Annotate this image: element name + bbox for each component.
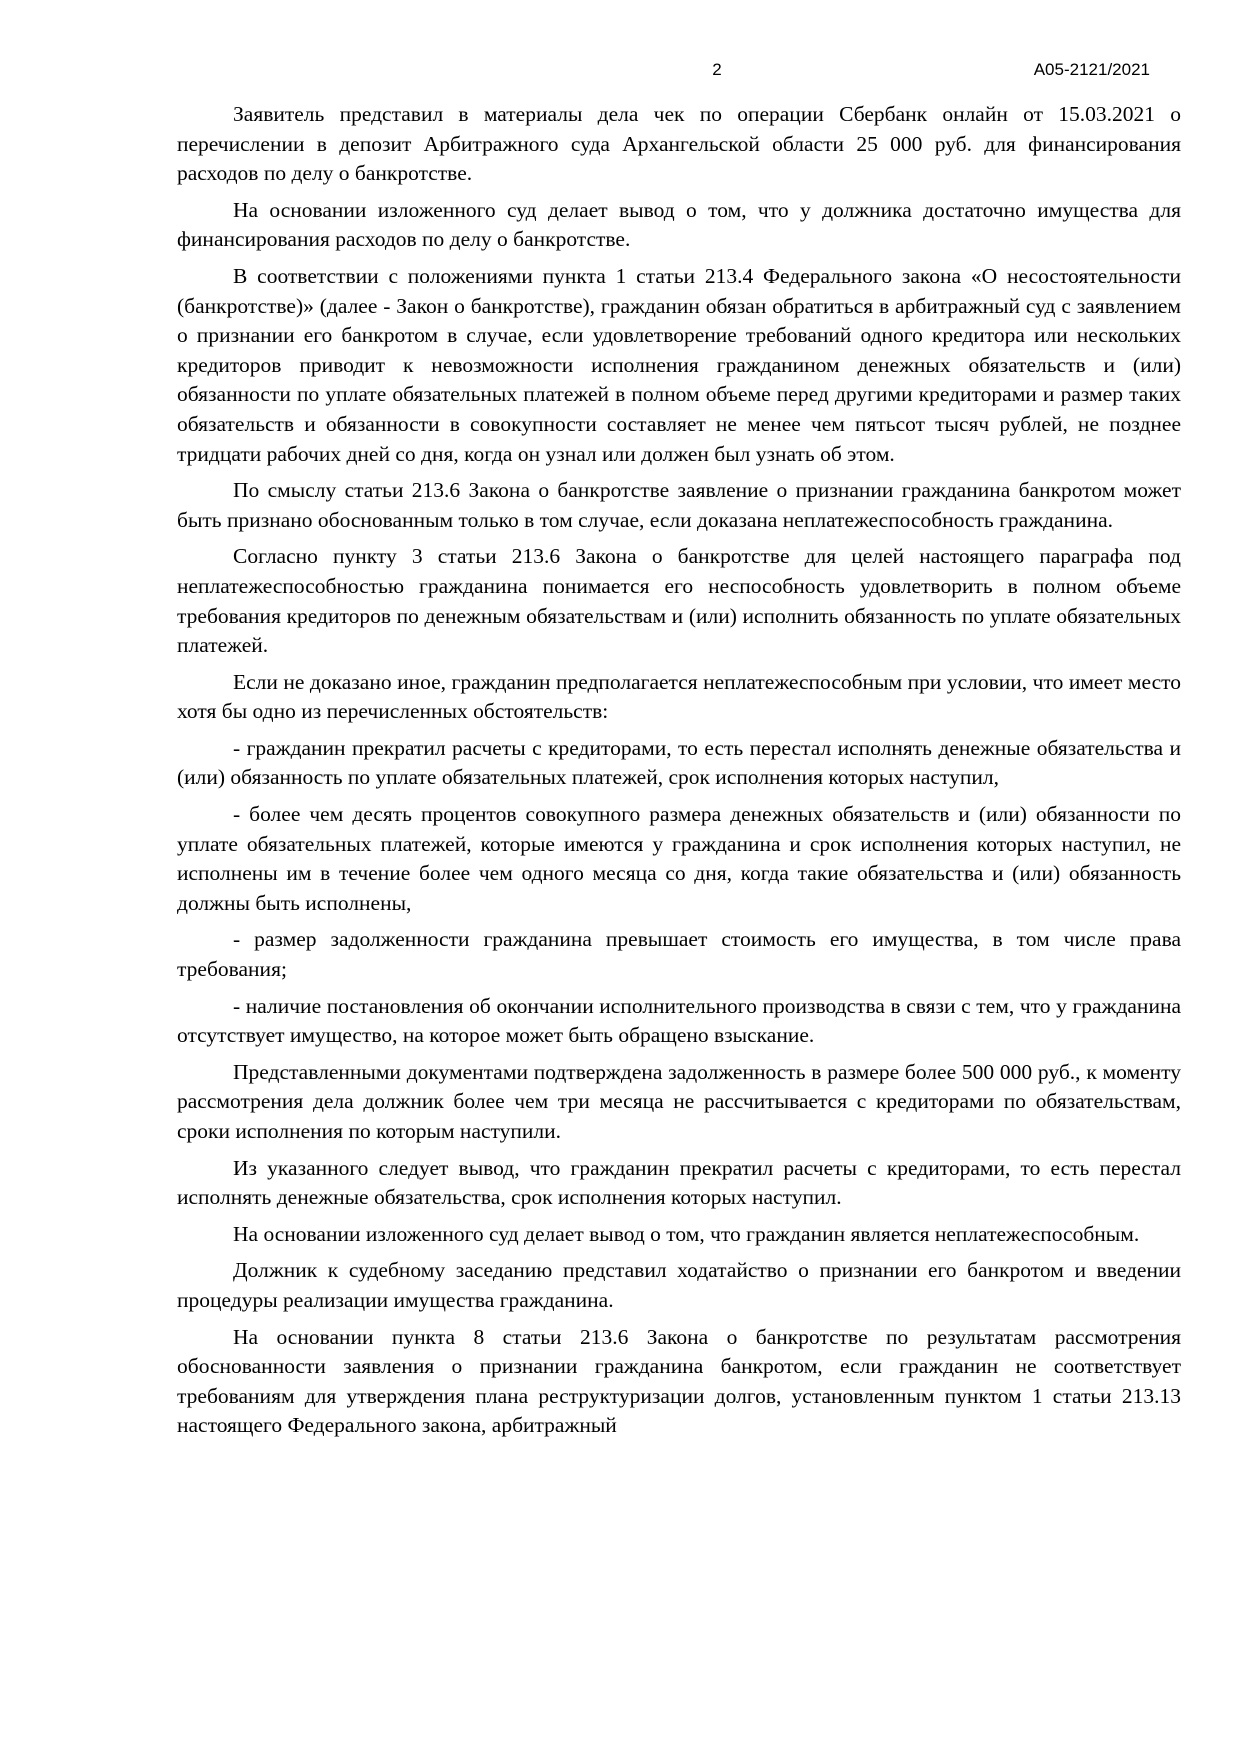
body-paragraph: В соответствии с положениями пункта 1 статьи 213.4 Федерального закона «О несостоятельности (банкротстве)» (далее - Закон о банкротстве), гражданин обязан обратиться в арбитражный суд с заявлением о признании его банкротом в случае, если удовлетворение требований одного кредитора или нескольких кредиторов приводит к невозможности исполнения гражданином денежных обязательств и (или) обязанности по уплате обязательных платежей в полном объеме перед другими кредиторами и размер таких обязательств и обязанности в совокупности составляет не менее чем пятьсот тысяч рублей, не позднее тридцати рабочих дней со дня, когда он узнал или должен был узнать об этом. bbox=[177, 263, 1181, 466]
body-paragraph: На основании изложенного суд делает вывод о том, что гражданин является неплатежеспособным. bbox=[233, 1221, 1140, 1246]
body-paragraph: На основании изложенного суд делает вывод о том, что у должника достаточно имущества для финансирования расходов по делу о банкротстве. bbox=[177, 197, 1181, 252]
page-header bbox=[0, 60, 1241, 90]
body-paragraph: На основании пункта 8 статьи 213.6 Закона о банкротстве по результатам рассмотрения обоснованности заявления о признании гражданина банкротом, если гражданин не соответствует требованиям для утверждения плана реструктуризации долгов, установленным пунктом 1 статьи 213.13 настоящего Федерального закона, арбитражный bbox=[177, 1324, 1181, 1438]
body-paragraph-dash-item: - размер задолженности гражданина превышает стоимость его имущества, в том числе права требования; bbox=[177, 927, 1181, 982]
body-paragraph-dash-item: - гражданин прекратил расчеты с кредиторами, то есть перестал исполнять денежные обязательства и (или) обязанность по уплате обязательных платежей, срок исполнения которых наступил, bbox=[177, 735, 1181, 790]
body-paragraph: По смыслу статьи 213.6 Закона о банкротстве заявление о признании гражданина банкротом может быть признано обоснованным только в том случае, если доказана неплатежеспособность гражданина. bbox=[177, 478, 1181, 532]
page-number: 2 bbox=[712, 60, 722, 79]
body-paragraph: Согласно пункту 3 статьи 213.6 Закона о банкротстве для целей настоящего параграфа под неплатежеспособностью гражданина понимается его неспособность удовлетворить в полном объеме требования кредиторов по денежным обязательствам и (или) исполнить обязанность по уплате обязательных платежей. bbox=[177, 544, 1181, 658]
body-paragraph-dash-item: - наличие постановления об окончании исполнительного производства в связи с тем, что у гражданина отсутствует имущество, на которое может быть обращено взыскание. bbox=[177, 993, 1181, 1048]
body-paragraph-dash-item: - более чем десять процентов совокупного размера денежных обязательств и (или) обязанности по уплате обязательных платежей, которые имеются у гражданина и срок исполнения которых наступил, не исполнены им в течение более чем одного месяца со дня, когда такие обязательства и (или) обязанность должны быть исполнены, bbox=[177, 802, 1181, 915]
body-paragraph: Из указанного следует вывод, что гражданин прекратил расчеты с кредиторами, то есть перестал исполнять денежные обязательства, срок исполнения которых наступил. bbox=[177, 1155, 1181, 1210]
body-paragraph: Представленными документами подтверждена задолженность в размере более 500 000 руб., к моменту рассмотрения дела должник более чем три месяца не рассчитывается с кредиторами по обязательствам, сроки исполнения по которым наступили. bbox=[177, 1059, 1181, 1143]
body-paragraph: Заявитель представил в материалы дела чек по операции Сбербанк онлайн от 15.03.2021 о перечислении в депозит Арбитражного суда Архангельской области 25 000 руб. для финансирования расходов по делу о банкротстве. bbox=[177, 102, 1181, 186]
body-paragraph: Должник к судебному заседанию представил ходатайство о признании его банкротом и введении процедуры реализации имущества гражданина. bbox=[177, 1258, 1181, 1312]
body-paragraph: Если не доказано иное, гражданин предполагается неплатежеспособным при условии, что имеет место хотя бы одно из перечисленных обстоятельств: bbox=[177, 669, 1181, 724]
document-body bbox=[177, 100, 1181, 1448]
case-number: А05-2121/2021 bbox=[1033, 60, 1150, 79]
